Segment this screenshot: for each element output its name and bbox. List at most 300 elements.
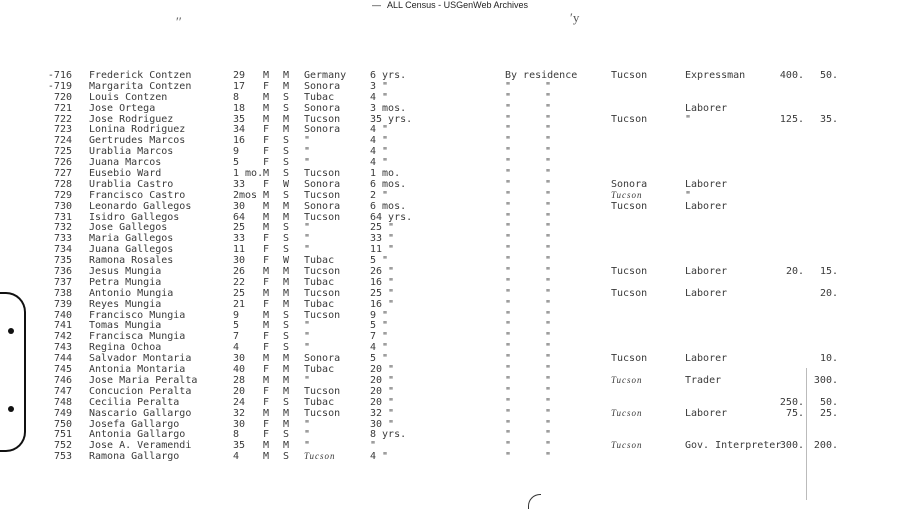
age-cell: 4 [233, 342, 240, 354]
birthplace-cell: " [304, 244, 311, 256]
ditto-mark-cell: " [545, 135, 552, 147]
birthplace-cell: " [304, 146, 311, 158]
birthplace-cell: " [304, 374, 311, 386]
birthplace-cell: Sonora [304, 80, 341, 92]
age-cell: 11 [233, 244, 246, 256]
row-number-cell: 734 [53, 244, 72, 256]
residence-duration-cell: 11 " [370, 244, 395, 256]
birthplace-cell: " [304, 429, 311, 441]
scan-arc-mark [528, 494, 541, 509]
marital-status-cell: S [283, 135, 290, 147]
person-name-cell: Urablia Marcos [89, 146, 174, 158]
birthplace-cell: Sonora [304, 124, 341, 136]
residence-basis-cell: " [505, 385, 512, 397]
table-row [0, 124, 900, 135]
real-estate-value-cell: 20. [785, 266, 804, 278]
residence-duration-cell: 6 mos. [370, 200, 407, 212]
ditto-mark-cell: " [545, 309, 552, 321]
person-name-cell: Josefa Gallargo [89, 418, 180, 430]
birthplace-cell: Tucson [304, 451, 336, 462]
residence-basis-cell: " [505, 418, 512, 430]
residence-basis-cell: " [505, 157, 512, 169]
person-name-cell: Ramona Rosales [89, 255, 174, 267]
birthplace-cell: Tucson [304, 309, 341, 321]
sex-cell: F [263, 244, 270, 256]
birthplace-cell: Sonora [304, 178, 341, 190]
table-row [0, 375, 900, 386]
table-row [0, 342, 900, 353]
person-name-cell: Antonio Mungia [89, 287, 174, 299]
table-row [0, 146, 900, 157]
person-name-cell: Ramona Gallargo [89, 451, 180, 463]
table-row [0, 397, 900, 408]
table-row [0, 320, 900, 331]
residence-duration-cell: 30 " [370, 418, 395, 430]
table-row [0, 70, 900, 81]
person-name-cell: Leonardo Gallegos [89, 200, 192, 212]
residence-basis-cell: " [505, 146, 512, 158]
table-row [0, 233, 900, 244]
sex-cell: F [263, 298, 270, 310]
residence-duration-cell: 4 " [370, 451, 389, 463]
header-title: ALL Census - USGenWeb Archives [386, 0, 529, 10]
residence-basis-cell: " [505, 320, 512, 332]
ditto-mark-cell: " [545, 189, 552, 201]
table-row [0, 103, 900, 114]
table-row [0, 408, 900, 419]
person-name-cell: Jose Rodriguez [89, 113, 174, 125]
residence-duration-cell: 20 " [370, 396, 395, 408]
age-cell: 33 [233, 233, 246, 245]
row-number-cell: 737 [53, 276, 72, 288]
table-row [0, 353, 900, 364]
marital-status-cell: W [283, 255, 290, 267]
sex-cell: F [263, 157, 270, 169]
personal-value-cell: 35. [819, 113, 838, 125]
personal-value-cell: 200. [813, 440, 838, 452]
table-row [0, 201, 900, 212]
marital-status-cell: S [283, 189, 290, 201]
table-row [0, 451, 900, 462]
residence-basis-cell: " [505, 451, 512, 463]
residence-basis-cell: " [505, 396, 512, 408]
residence-basis-cell: " [505, 407, 512, 419]
birthplace-cell: Tubac [304, 276, 335, 288]
birthplace-cell: Tubac [304, 298, 335, 310]
occupation-cell: Trader [685, 374, 722, 386]
marital-status-cell: M [283, 276, 290, 288]
age-cell: 30 [233, 353, 246, 365]
residence-duration-cell: 20 " [370, 385, 395, 397]
person-name-cell: Jesus Mungia [89, 266, 162, 278]
row-number-cell: 732 [53, 222, 72, 234]
person-name-cell: Jose Ortega [89, 102, 156, 114]
residence-duration-cell: 9 " [370, 309, 389, 321]
residence-duration-cell: 7 " [370, 331, 389, 343]
person-name-cell: Eusebio Ward [89, 168, 162, 180]
residence-duration-cell: 20 " [370, 374, 395, 386]
age-cell: 21 [233, 298, 246, 310]
sex-cell: F [263, 342, 270, 354]
place-cell: Tucson [611, 189, 643, 200]
birthplace-cell: Tubac [304, 91, 335, 103]
personal-value-cell: 25. [819, 407, 838, 419]
personal-value-cell: 10. [819, 353, 838, 365]
occupation-cell: " [685, 113, 692, 125]
personal-value-cell: 15. [819, 266, 838, 278]
marital-status-cell: W [283, 178, 290, 190]
residence-duration-cell: 4 " [370, 342, 389, 354]
ditto-mark-cell: " [545, 276, 552, 288]
row-number-cell: 747 [53, 385, 72, 397]
sex-cell: F [263, 178, 270, 190]
row-number-cell: 741 [53, 320, 72, 332]
sex-cell: M [263, 70, 270, 81]
ditto-mark-cell: " [545, 342, 552, 354]
residence-basis-cell: " [505, 80, 512, 92]
occupation-cell: Laborer [685, 353, 728, 365]
residence-basis-cell: " [505, 374, 512, 386]
table-row [0, 92, 900, 103]
person-name-cell: Jose Maria Peralta [89, 374, 198, 386]
person-name-cell: Salvador Montaria [89, 353, 192, 365]
row-number-cell: 720 [53, 91, 72, 103]
marital-status-cell: M [283, 353, 290, 365]
age-cell: 9 [233, 146, 240, 158]
ditto-mark-cell: " [545, 80, 552, 92]
residence-duration-cell: 35 yrs. [370, 113, 413, 125]
ditto-mark-cell: " [545, 266, 552, 278]
table-row [0, 114, 900, 125]
age-cell: 8 [233, 429, 240, 441]
age-cell: 32 [233, 407, 246, 419]
table-row [0, 288, 900, 299]
row-number-cell: 733 [53, 233, 72, 245]
residence-basis-cell: " [505, 276, 512, 288]
marital-status-cell: S [283, 451, 290, 463]
residence-duration-cell: 16 " [370, 298, 395, 310]
table-row [0, 419, 900, 430]
residence-basis-cell: " [505, 211, 512, 223]
sex-cell: F [263, 233, 270, 245]
row-number-cell: 738 [53, 287, 72, 299]
ditto-mark-cell: " [545, 146, 552, 158]
residence-basis-cell: " [505, 364, 512, 376]
person-name-cell: Juana Gallegos [89, 244, 174, 256]
residence-basis-cell: " [505, 168, 512, 180]
occupation-cell: Laborer [685, 407, 728, 419]
residence-basis-cell: " [505, 189, 512, 201]
sex-cell: F [263, 364, 270, 376]
person-name-cell: Antonia Montaria [89, 364, 186, 376]
marital-status-cell: M [283, 374, 290, 386]
ditto-mark-cell: " [545, 102, 552, 114]
table-row [0, 179, 900, 190]
person-name-cell: Concucion Peralta [89, 385, 192, 397]
birthplace-cell: Tucson [304, 287, 341, 299]
marital-status-cell: M [283, 124, 290, 136]
birthplace-cell: " [304, 135, 311, 147]
age-cell: 30 [233, 418, 246, 430]
table-row [0, 429, 900, 440]
residence-basis-cell: " [505, 222, 512, 234]
residence-basis-cell: " [505, 331, 512, 343]
residence-duration-cell: 4 " [370, 124, 389, 136]
row-number-cell: 723 [53, 124, 72, 136]
row-number-cell: 729 [53, 189, 72, 201]
sex-cell: M [263, 189, 270, 201]
person-name-cell: Cecilia Peralta [89, 396, 180, 408]
birthplace-cell: Tucson [304, 189, 341, 201]
ditto-mark-cell: " [545, 287, 552, 299]
row-number-cell: 728 [53, 178, 72, 190]
birthplace-cell: Sonora [304, 353, 341, 365]
birthplace-cell: Tucson [304, 407, 341, 419]
row-number-cell: 750 [53, 418, 72, 430]
birthplace-cell: Tubac [304, 255, 335, 267]
sex-cell: M [263, 113, 270, 125]
page-header [0, 0, 900, 11]
residence-basis-cell: " [505, 353, 512, 365]
residence-duration-cell: 25 " [370, 222, 395, 234]
residence-basis-cell: " [505, 287, 512, 299]
person-name-cell: Lonina Rodriguez [89, 124, 186, 136]
age-cell: 64 [233, 211, 246, 223]
age-cell: 25 [233, 287, 246, 299]
ditto-mark-cell: " [545, 374, 552, 386]
sex-cell: F [263, 331, 270, 343]
marital-status-cell: M [283, 407, 290, 419]
table-row [0, 190, 900, 201]
age-cell: 30 [233, 255, 246, 267]
age-cell: 35 [233, 113, 246, 125]
birthplace-cell: Tucson [304, 211, 341, 223]
sex-cell: M [263, 320, 270, 332]
ditto-mark-cell: " [545, 255, 552, 267]
residence-basis-cell: " [505, 102, 512, 114]
row-number-cell: 748 [53, 396, 72, 408]
row-number-cell: 722 [53, 113, 72, 125]
table-row [0, 255, 900, 266]
birthplace-cell: " [304, 331, 311, 343]
table-row [0, 157, 900, 168]
ditto-mark-cell: " [545, 407, 552, 419]
birthplace-cell: " [304, 222, 311, 234]
age-cell: 5 [233, 320, 240, 332]
row-number-cell: 745 [53, 364, 72, 376]
person-name-cell: Regina Ochoa [89, 342, 162, 354]
marital-status-cell: M [283, 70, 290, 81]
residence-basis-cell: " [505, 440, 512, 452]
residence-duration-cell: 26 " [370, 266, 395, 278]
person-name-cell: Margarita Contzen [89, 80, 192, 92]
table-row [0, 440, 900, 451]
personal-value-cell: 20. [819, 287, 838, 299]
sex-cell: F [263, 255, 270, 267]
person-name-cell: Francisca Mungia [89, 331, 186, 343]
ditto-mark-cell: " [545, 451, 552, 463]
sex-cell: M [263, 211, 270, 223]
sex-cell: M [263, 266, 270, 278]
ditto-mark-cell: " [545, 113, 552, 125]
residence-basis-cell: " [505, 91, 512, 103]
sex-cell: F [263, 146, 270, 158]
age-cell: 9 [233, 309, 240, 321]
row-number-cell: 736 [53, 266, 72, 278]
ditto-mark-cell: " [545, 222, 552, 234]
row-number-cell: -719 [47, 80, 72, 92]
ditto-mark-cell: " [545, 385, 552, 397]
person-name-cell: Gertrudes Marcos [89, 135, 186, 147]
residence-duration-cell: 6 yrs. [370, 70, 407, 81]
residence-basis-cell: " [505, 178, 512, 190]
marital-status-cell: S [283, 222, 290, 234]
residence-duration-cell: 4 " [370, 135, 389, 147]
marital-status-cell: M [283, 385, 290, 397]
table-row [0, 266, 900, 277]
sex-cell: M [263, 353, 270, 365]
occupation-cell: Laborer [685, 287, 728, 299]
table-row [0, 310, 900, 321]
residence-basis-cell: " [505, 124, 512, 136]
place-cell: Sonora [611, 178, 648, 190]
real-estate-value-cell: 125. [779, 113, 804, 125]
marital-status-cell: M [283, 211, 290, 223]
sex-cell: M [263, 440, 270, 452]
person-name-cell: Juana Marcos [89, 157, 162, 169]
ditto-mark-cell: " [545, 298, 552, 310]
residence-duration-cell: 4 " [370, 157, 389, 169]
age-cell: 22 [233, 276, 246, 288]
person-name-cell: Maria Gallegos [89, 233, 174, 245]
table-row [0, 168, 900, 179]
ditto-mark-cell: " [545, 168, 552, 180]
person-name-cell: Jose A. Veramendi [89, 440, 192, 452]
ditto-mark-cell: " [545, 418, 552, 430]
sex-cell: M [263, 309, 270, 321]
row-number-cell: 721 [53, 102, 72, 114]
row-number-cell: 730 [53, 200, 72, 212]
age-cell: 16 [233, 135, 246, 147]
birthplace-cell: Tubac [304, 364, 335, 376]
marital-status-cell: M [283, 266, 290, 278]
residence-duration-cell: 2 " [370, 189, 389, 201]
age-cell: 25 [233, 222, 246, 234]
sex-cell: M [263, 374, 270, 386]
residence-duration-cell: 25 " [370, 287, 395, 299]
person-name-cell: Tomas Mungia [89, 320, 162, 332]
marital-status-cell: M [283, 80, 290, 92]
table-row [0, 244, 900, 255]
residence-basis-cell: " [505, 342, 512, 354]
birthplace-cell: Tucson [304, 385, 341, 397]
birthplace-cell: Tucson [304, 266, 341, 278]
marital-status-cell: M [283, 298, 290, 310]
residence-duration-cell: 8 yrs. [370, 429, 407, 441]
birthplace-cell: " [304, 342, 311, 354]
row-number-cell: 735 [53, 255, 72, 267]
age-cell: 34 [233, 124, 246, 136]
sex-cell: M [263, 407, 270, 419]
marital-status-cell: M [283, 440, 290, 452]
personal-value-cell: 300. [813, 374, 838, 386]
ditto-mark-cell: " [545, 200, 552, 212]
ditto-mark-cell: " [545, 233, 552, 245]
person-name-cell: Jose Gallegos [89, 222, 168, 234]
real-estate-value-cell: 400. [779, 70, 804, 81]
sex-cell: F [263, 385, 270, 397]
person-name-cell: Louis Contzen [89, 91, 168, 103]
occupation-cell: Laborer [685, 266, 728, 278]
real-estate-value-cell: 300. [779, 440, 804, 452]
residence-basis-cell: " [505, 113, 512, 125]
age-cell: 8 [233, 91, 240, 103]
marital-status-cell: S [283, 331, 290, 343]
row-number-cell: 746 [53, 374, 72, 386]
age-cell: 30 [233, 200, 246, 212]
age-cell: 33 [233, 178, 246, 190]
residence-duration-cell: 3 mos. [370, 102, 407, 114]
row-number-cell: 752 [53, 440, 72, 452]
sex-cell: M [263, 102, 270, 114]
marital-status-cell: S [283, 309, 290, 321]
marital-status-cell: S [283, 342, 290, 354]
place-cell: Tucson [611, 113, 648, 125]
person-name-cell: Francisco Mungia [89, 309, 186, 321]
birthplace-cell: Sonora [304, 102, 341, 114]
place-cell: Tucson [611, 287, 648, 299]
table-row [0, 222, 900, 233]
sex-cell: M [263, 287, 270, 299]
birthplace-cell: " [304, 440, 311, 452]
marital-status-cell: S [283, 168, 290, 180]
ditto-mark-cell: " [545, 364, 552, 376]
marital-status-cell: S [283, 91, 290, 103]
marital-status-cell: S [283, 233, 290, 245]
ditto-mark-cell: " [545, 211, 552, 223]
age-cell: 5 [233, 157, 240, 169]
row-number-cell: 743 [53, 342, 72, 354]
age-cell: 7 [233, 331, 240, 343]
person-name-cell: Nascario Gallargo [89, 407, 192, 419]
scan-mark-left: ′′ [176, 14, 182, 29]
birthplace-cell: Tucson [304, 113, 341, 125]
residence-basis-cell: " [505, 298, 512, 310]
ditto-mark-cell: " [545, 91, 552, 103]
place-cell: Tucson [611, 407, 643, 418]
ditto-mark-cell: " [545, 429, 552, 441]
birthplace-cell: Germany [304, 70, 347, 81]
marital-status-cell: S [283, 396, 290, 408]
person-name-cell: Antonia Gallargo [89, 429, 186, 441]
place-cell: Tucson [611, 353, 648, 365]
row-number-cell: 740 [53, 309, 72, 321]
marital-status-cell: S [283, 157, 290, 169]
sex-cell: M [263, 168, 270, 180]
marital-status-cell: S [283, 320, 290, 332]
table-row [0, 331, 900, 342]
row-number-cell: 753 [53, 451, 72, 463]
row-number-cell: 724 [53, 135, 72, 147]
residence-duration-cell: 20 " [370, 364, 395, 376]
residence-duration-cell: 16 " [370, 276, 395, 288]
birthplace-cell: Tucson [304, 168, 341, 180]
marital-status-cell: S [283, 146, 290, 158]
row-number-cell: 749 [53, 407, 72, 419]
person-name-cell: Francisco Castro [89, 189, 186, 201]
row-number-cell: 725 [53, 146, 72, 158]
birthplace-cell: Tubac [304, 396, 335, 408]
